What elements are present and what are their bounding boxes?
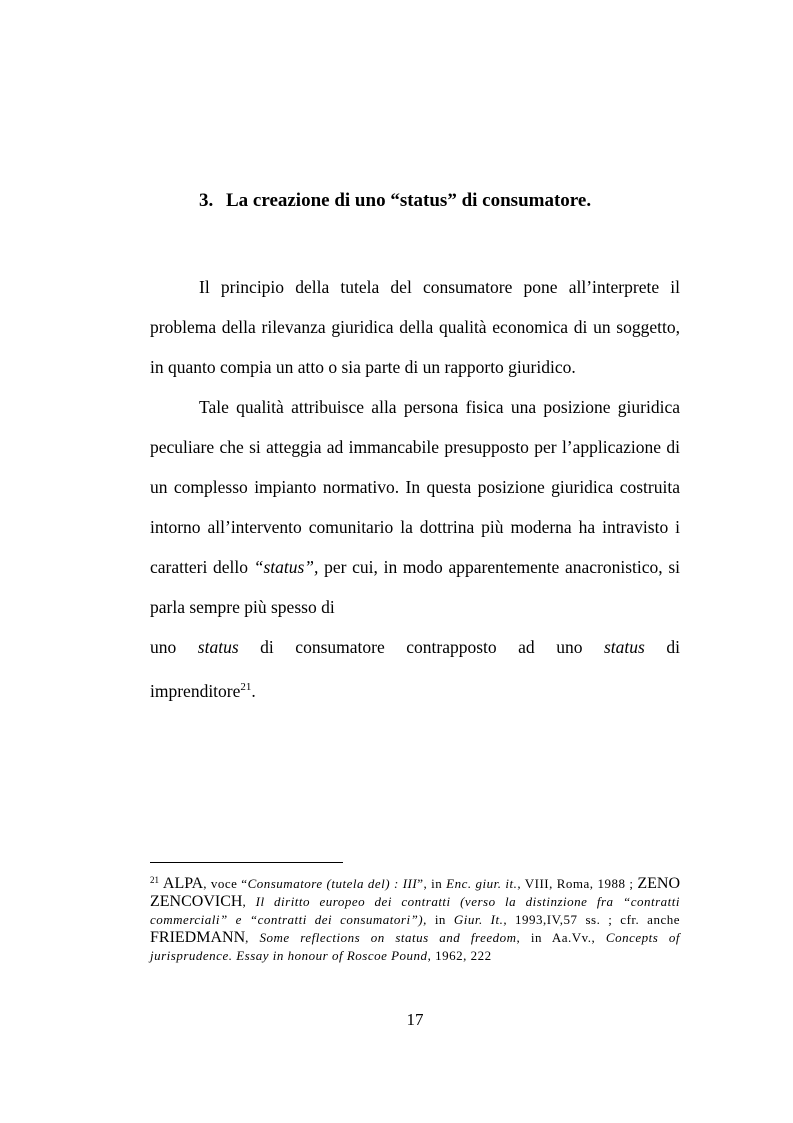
footnote-author-alpa: ALPA (162, 875, 204, 892)
footnote-number: 21 (150, 875, 159, 885)
footnote-author-zencovich: ZENO ZENCOVICH (150, 875, 681, 910)
footnote-journal-1: Enc. giur. it., (446, 876, 522, 891)
status-term-1: status (197, 637, 239, 657)
footnote-text: , (242, 894, 256, 909)
footnote-title-1: Consumatore (tutela del) : III (247, 876, 418, 891)
paragraph-2-line-status (150, 627, 680, 667)
page-number: 17 (406, 1010, 424, 1029)
footnote-text: 1993,IV,57 ss. ; cfr. anche (507, 912, 680, 927)
text-uno: uno (150, 637, 198, 657)
footnote-21 (150, 871, 680, 965)
text-imprenditore: imprenditore (150, 681, 241, 701)
section-number: 3. (199, 190, 214, 211)
footnote-text: ”, in (417, 876, 447, 891)
footnote-reference[interactable]: 21 (240, 681, 252, 693)
footnote-journal-2: Giur. It., (453, 912, 508, 927)
paragraph-2 (150, 387, 680, 627)
footnote-title-2: Il diritto europeo dei contratti (verso la distinzione fra “contratti commerciali” e “contratti dei consumatori”), (150, 894, 680, 927)
text-di: di (644, 637, 680, 657)
final-period: . (251, 681, 256, 701)
footnote-author-friedmann: FRIEDMANN (150, 929, 246, 946)
footnote-text: , in Aa.Vv., (516, 930, 606, 945)
footnote-title-4: Concepts of jurisprudence. Essay in honour of Roscoe Pound (150, 930, 680, 963)
footnote-title-3: Some reflections on status and freedom (259, 930, 517, 945)
paragraph-2-end (150, 667, 680, 711)
footnote-text: in (426, 912, 454, 927)
footnote-separator (150, 862, 343, 863)
footnote-text: , (245, 930, 260, 945)
footnote-text: , 1962, 222 (427, 948, 492, 963)
paragraph-2-part-2: per cui, in modo apparentemente anacronistico, si parla sempre più spesso di (150, 557, 680, 617)
status-quoted: “status”, (253, 557, 319, 577)
status-term-2: status (603, 637, 645, 657)
footnote-text: , voce “ (203, 876, 248, 891)
footnote-text: VIII, Roma, 1988 ; (521, 876, 638, 891)
paragraph-1: Il principio della tutela del consumatore pone all’interprete il problema della rilevanza giuridica della qualità economica di un soggetto, in quanto compia un atto o sia parte di un rapporto giuridico. (150, 277, 680, 377)
text-consumatore: di consumatore contrapposto ad uno (238, 637, 604, 657)
body-text (150, 267, 680, 711)
section-heading (199, 190, 591, 212)
section-title: La creazione di uno “status” di consumatore. (226, 190, 592, 211)
paragraph-2-part-1: Tale qualità attribuisce alla persona fisica una posizione giuridica peculiare che si atteggia ad immancabile presupposto per l’applicazione di un complesso impianto normativo. In questa posizione giuridica costruita intorno all’intervento comunitario la dottrina più moderna ha intravisto i caratteri dello (150, 397, 680, 577)
